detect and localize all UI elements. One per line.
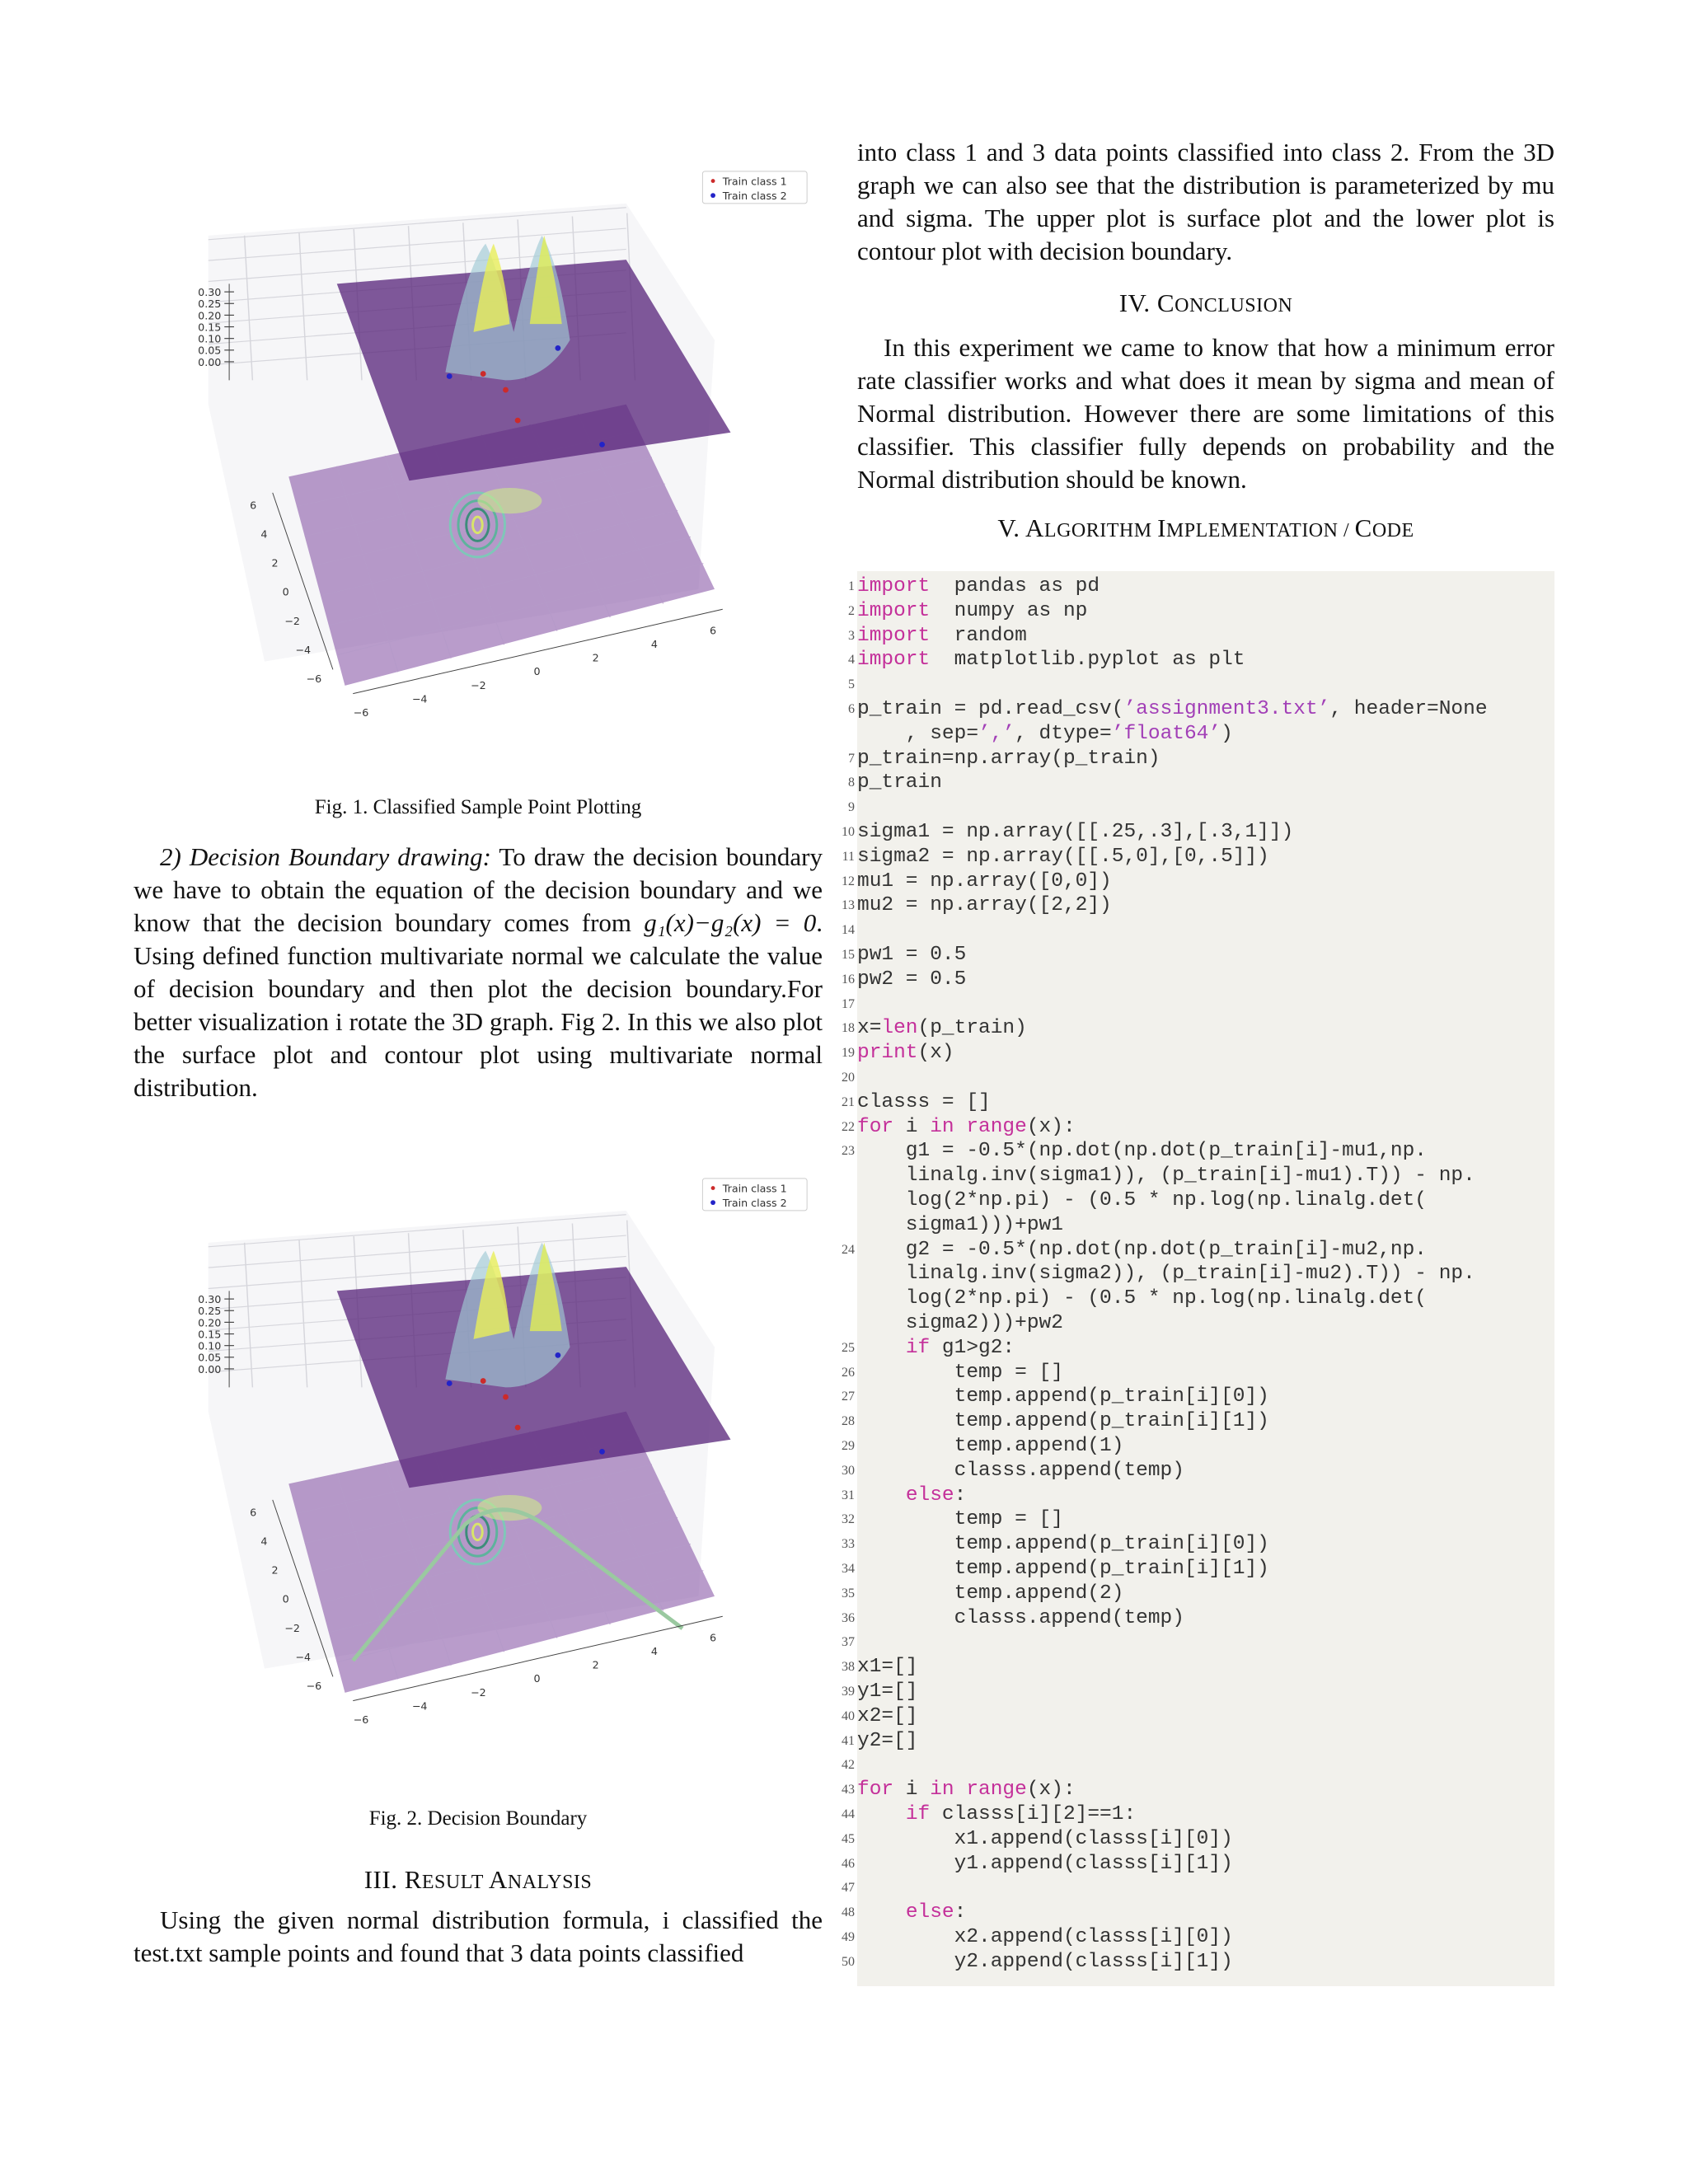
conclusion-paragraph: In this experiment we came to know that how a minimum error rate classifier works and what does it mean by sigma and mean of Normal distribution. However there are some limitations of this classifier. This classifier fully depends on probability and the Normal distribution should be known. (857, 333, 1554, 494)
code-line-number: 7 (848, 751, 855, 766)
y-tick-label: 6 (250, 1506, 257, 1519)
code-line-number: 33 (842, 1537, 855, 1552)
sample-point (599, 1449, 605, 1455)
code-line: p_train (857, 771, 942, 794)
z-tick-label: 0.10 (198, 332, 222, 345)
x-tick-label: 0 (533, 1672, 541, 1685)
code-line: temp.append(1) (857, 1435, 1124, 1457)
code-line-number: 17 (842, 996, 855, 1011)
code-listing (857, 571, 1554, 1986)
code-line-number: 24 (842, 1242, 855, 1257)
code-line-number: 47 (842, 1881, 855, 1896)
sample-point (481, 371, 486, 377)
code-line-number: 40 (842, 1708, 855, 1723)
legend-marker-class-1 (711, 179, 715, 183)
legend-label-class-2: Train class 2 (722, 190, 787, 202)
code-line: log(2*np.pi) - (0.5 * np.log(np.linalg.det( (857, 1189, 1428, 1212)
section-4-heading: IV. CONCLUSION (1118, 288, 1293, 317)
code-line: temp.append(p_train[i][0]) (857, 1385, 1269, 1408)
code-line: mu1 = np.array([0,0]) (857, 869, 1112, 893)
x-tick-label: 4 (650, 638, 658, 651)
figure-2-caption: Fig. 2. Decision Boundary (368, 1807, 588, 1830)
z-tick-label: 0.05 (198, 344, 222, 357)
figure-2 (168, 1139, 811, 1724)
z-tick-label: 0.20 (198, 1316, 222, 1329)
figure-1-axes-box (198, 171, 807, 717)
result-analysis-paragraph: Using the given normal distribution formula, i classified the test.txt sample points and found that 3 data points classified (134, 1905, 823, 1967)
section-3-heading: III. RESULT ANALYSIS (363, 1865, 593, 1894)
x-tick-label: −4 (411, 692, 428, 705)
y-tick-label: 0 (282, 1592, 289, 1605)
code-line-number: 8 (848, 776, 855, 790)
code-line-number: 31 (842, 1488, 855, 1502)
code-line-number: 9 (848, 800, 855, 815)
code-line: sigma1 = np.array([[.25,.3],[.3,1]]) (857, 821, 1294, 843)
legend-marker-class-1 (711, 1186, 715, 1190)
code-line: classs.append(temp) (857, 1606, 1184, 1629)
code-line: temp.append(p_train[i][1]) (857, 1558, 1269, 1580)
code-line: else: (905, 1483, 967, 1507)
code-line-number: 44 (842, 1807, 855, 1821)
x-tick-label: 2 (592, 1658, 599, 1671)
code-line-number: 49 (842, 1930, 855, 1944)
code-line: y2=[] (857, 1729, 918, 1752)
figure-1-3d-plot (168, 132, 811, 717)
code-line: if g1>g2: (905, 1336, 1015, 1359)
code-line: x2.append(classs[i][0]) (857, 1926, 1233, 1948)
z-tick-label: 0.30 (198, 286, 222, 298)
decision-boundary-paragraph: 2) Decision Boundary drawing: To draw the decision boundary we have to obtain the equation of the decision boundary and we know that the decision boundary comes from g₁(x)−g₂(x) = 0. Using defined function multivariate normal we calculate the value of decision boundary and then plot the decision boundary.For better visualization i rotate the 3D graph. Fig 2. In this we also plot the surface plot and contour plot using multivariate normal distribution. (134, 842, 823, 1102)
code-line: temp = [] (857, 1361, 1063, 1384)
code-line-number: 50 (842, 1954, 855, 1969)
code-line: else: (905, 1901, 967, 1924)
x-tick-label: 4 (650, 1645, 658, 1658)
z-tick-label: 0.10 (198, 1339, 222, 1352)
sample-point (503, 1394, 509, 1400)
x-tick-label: −2 (471, 1685, 486, 1699)
legend-marker-class-2 (710, 1200, 715, 1205)
paragraph-heading: 2) Decision Boundary drawing: (160, 842, 491, 871)
code-line-number: 28 (842, 1414, 855, 1429)
code-line-number: 20 (842, 1071, 855, 1085)
x-tick-label: 2 (592, 651, 599, 664)
code-line: log(2*np.pi) - (0.5 * np.log(np.linalg.det( (857, 1287, 1428, 1310)
code-line: temp.append(p_train[i][1]) (857, 1410, 1269, 1433)
code-line: for i in range(x): (857, 1779, 1076, 1802)
code-line-number: 36 (842, 1610, 855, 1625)
code-line: p_train=np.array(p_train) (857, 747, 1160, 770)
legend-label-class-1: Train class 1 (722, 1182, 787, 1195)
y-tick-label: −2 (284, 1621, 300, 1634)
y-tick-label: −4 (295, 1650, 312, 1663)
code-line-number: 26 (842, 1365, 855, 1380)
y-tick-label: 2 (271, 1563, 279, 1577)
contour-blob (477, 488, 542, 513)
code-line-number: 37 (842, 1635, 855, 1650)
sample-point (503, 387, 509, 393)
sample-point (447, 373, 452, 379)
math-expression: g₁(x)−g₂(x) = 0 (644, 908, 817, 937)
figure-2-3d-plot (168, 1139, 811, 1724)
code-line: x2=[] (857, 1704, 918, 1727)
y-tick-label: −6 (306, 1679, 322, 1692)
code-line-number: 23 (842, 1144, 855, 1159)
figure-1-caption: Fig. 1. Classified Sample Point Plotting (314, 796, 642, 818)
code-line: import matplotlib.pyplot as plt (857, 649, 1245, 672)
z-tick-label: 0.05 (198, 1351, 222, 1364)
code-line: x1.append(classs[i][0]) (857, 1827, 1233, 1850)
code-line-number: 29 (842, 1439, 855, 1453)
y-tick-label: −4 (295, 643, 312, 656)
z-tick-label: 0.30 (198, 1293, 222, 1305)
legend-label-class-2: Train class 2 (722, 1197, 787, 1209)
sample-point (555, 1352, 560, 1358)
code-line-number: 22 (842, 1119, 855, 1134)
code-line: sigma1)))+pw1 (857, 1213, 1063, 1236)
code-line-number: 2 (848, 603, 855, 618)
code-line: if classs[i][2]==1: (905, 1803, 1137, 1825)
result-continuation-paragraph: into class 1 and 3 data points classified into class 2. From the 3D graph we can also see that the distribution is parameterized by mu and sigma. The upper plot is surface plot and the lower plot is contour plot with decision boundary. (857, 138, 1554, 265)
y-tick-label: 6 (250, 499, 257, 512)
code-line-number: 39 (842, 1685, 855, 1699)
code-line: g2 = -0.5*(np.dot(np.dot(p_train[i]-mu2,np. (857, 1238, 1428, 1261)
code-line: print(x) (857, 1042, 954, 1065)
code-line: g1 = -0.5*(np.dot(np.dot(p_train[i]-mu1,np. (857, 1140, 1428, 1163)
z-tick-label: 0.25 (198, 1305, 222, 1318)
code-line-number: 19 (842, 1046, 855, 1061)
code-line: for i in range(x): (857, 1115, 1076, 1138)
legend-marker-class-2 (710, 193, 715, 198)
code-line-number: 6 (848, 702, 855, 716)
code-line: p_train = pd.read_csv(’assignment3.txt’, header=None (857, 698, 1488, 720)
x-tick-label: −2 (471, 678, 486, 691)
code-line-number: 45 (842, 1831, 855, 1846)
x-tick-label: −4 (411, 1699, 428, 1713)
code-line-number: 1 (848, 579, 855, 593)
y-tick-label: 4 (260, 527, 268, 541)
code-line-number: 4 (848, 653, 855, 668)
code-line: temp = [] (857, 1508, 1063, 1531)
z-tick-label: 0.15 (198, 1328, 222, 1341)
code-line-number: 18 (842, 1021, 855, 1036)
sample-point (481, 1378, 486, 1384)
code-line-number: 48 (842, 1905, 855, 1920)
code-line-number: 21 (842, 1094, 855, 1109)
code-line: temp.append(p_train[i][0]) (857, 1533, 1269, 1556)
code-line-number: 16 (842, 972, 855, 987)
code-line-number: 35 (842, 1586, 855, 1601)
code-line: sigma2 = np.array([[.5,0],[0,.5]]) (857, 845, 1269, 868)
code-line: , sep=’,’, dtype=’float64’) (857, 722, 1233, 745)
code-line-number: 14 (842, 923, 855, 938)
code-line-number: 46 (842, 1856, 855, 1871)
code-line-number: 42 (842, 1758, 855, 1773)
code-line: mu2 = np.array([2,2]) (857, 894, 1112, 917)
z-tick-label: 0.00 (198, 1362, 222, 1376)
code-line-number: 13 (842, 898, 855, 913)
code-line-number: 15 (842, 948, 855, 962)
code-line: import pandas as pd (857, 575, 1100, 598)
code-line: temp.append(2) (857, 1582, 1124, 1605)
z-tick-label: 0.20 (198, 309, 222, 322)
section-5-heading: V. ALGORITHM IMPLEMENTATION / CODE (997, 513, 1414, 542)
figure-2-axes-box (198, 1179, 807, 1724)
code-line: y1.append(classs[i][1]) (857, 1852, 1233, 1875)
code-line-number: 27 (842, 1390, 855, 1404)
code-line: pw1 = 0.5 (857, 944, 967, 966)
x-tick-label: 0 (533, 665, 541, 678)
code-line-number: 3 (848, 628, 855, 643)
legend-label-class-1: Train class 1 (722, 175, 787, 188)
code-line-number: 30 (842, 1463, 855, 1478)
code-line: x1=[] (857, 1656, 918, 1679)
sample-point (515, 1425, 521, 1431)
code-line: x=len(p_train) (857, 1017, 1027, 1040)
code-line-number: 32 (842, 1512, 855, 1527)
x-tick-label: −6 (353, 1713, 369, 1724)
x-tick-label: −6 (353, 705, 369, 717)
z-tick-label: 0.25 (198, 298, 222, 311)
code-line: linalg.inv(sigma1)), (p_train[i]-mu1).T)) - np. (857, 1165, 1475, 1188)
sample-point (447, 1380, 452, 1386)
code-line: classs = [] (857, 1090, 991, 1113)
code-line-number: 25 (842, 1340, 855, 1355)
code-line-number: 43 (842, 1783, 855, 1797)
sample-point (555, 345, 560, 351)
code-line: import numpy as np (857, 599, 1088, 622)
code-line-number: 10 (842, 825, 855, 839)
code-line: y2.append(classs[i][1]) (857, 1950, 1233, 1973)
code-line: pw2 = 0.5 (857, 968, 967, 991)
code-line-number: 38 (842, 1660, 855, 1675)
code-line-number: 11 (842, 849, 855, 864)
code-line-number: 34 (842, 1562, 855, 1576)
y-tick-label: 2 (271, 556, 279, 569)
z-tick-label: 0.15 (198, 321, 222, 334)
x-tick-label: 6 (710, 624, 717, 637)
sample-point (599, 442, 605, 448)
sample-point (515, 418, 521, 424)
y-tick-label: 4 (260, 1535, 268, 1548)
code-line: linalg.inv(sigma2)), (p_train[i]-mu2).T)) - np. (857, 1263, 1475, 1286)
z-tick-label: 0.00 (198, 355, 222, 368)
code-line: y1=[] (857, 1680, 918, 1703)
x-tick-label: 6 (710, 1631, 717, 1644)
code-line-number: 41 (842, 1733, 855, 1748)
y-tick-label: 0 (282, 585, 289, 598)
figure-1 (168, 132, 811, 717)
code-line: import random (857, 624, 1027, 647)
code-line-number: 12 (842, 874, 855, 888)
code-line: sigma2)))+pw2 (857, 1312, 1063, 1334)
y-tick-label: −6 (306, 672, 322, 685)
code-line-number: 5 (848, 677, 855, 692)
code-line: classs.append(temp) (857, 1459, 1184, 1482)
y-tick-label: −2 (284, 614, 300, 627)
